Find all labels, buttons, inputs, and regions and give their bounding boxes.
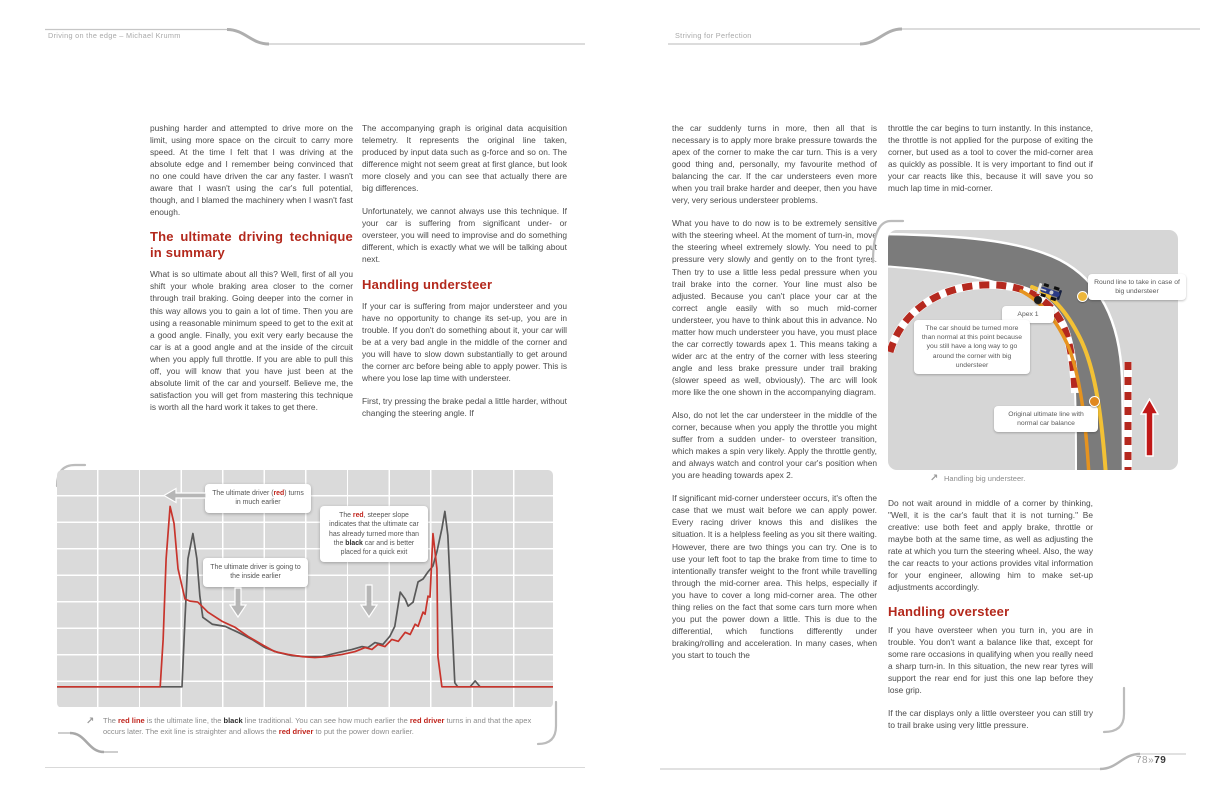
paragraph: What you have to do now is to be extremely sensitive with the steering wheel. At the moment of turn-in, move the steering wheel extremely slowly. You need to put pressure very slowly and gently on to the front tyres. Then try to use a little less pedal pressure when you trail brake into the corner. Your line must also be adjusted. Because you can't place your car at the correct angle easily with so much mid-corner understeer, you have to think about this in advance. No matter how much understeer you have, you must place the car correctly towards apex 1. This means taking a wider arc at the entry of the corner with less steering angle and less brake pressure under trail braking (slower speed as well, obviously). The arc will look more like the one shown in the accompanying diagram.	[672, 218, 877, 397]
understeer-corner-diagram	[888, 230, 1178, 470]
diagram-caption: Handling big understeer.	[944, 474, 1026, 483]
telemetry-chart	[57, 470, 553, 708]
caption-arrow-icon: ↗	[86, 716, 95, 727]
section-heading-ultimate-technique: The ultimate driving technique in summary	[150, 229, 353, 260]
page-number-separator: »	[1148, 755, 1155, 766]
paragraph: The accompanying graph is original data acquisition telemetry. It represents the original line taken, produced by input data such as g-force and so on. The difference might not seem great at first glance, but look more closely and you can see that actually there are big differences.	[362, 123, 567, 194]
paragraph: the car suddenly turns in more, then all that is necessary is to apply more brake pressure towards the apex of the corner to make the car turn. This is a very good thing and, personally, my favourite method of balancing the car. If the car understeers even more when you trail brake harder and deeper, then you have very, very serious understeer problems.	[672, 123, 877, 206]
paragraph: If you have oversteer when you turn in, you are in trouble. You don't want a balance like that, except for some rare occasions in qualifying when you really need a sharp turn-in. In this situation, the new rear tyres will support the rear end for just this one lap before they lose grip.	[888, 624, 1093, 696]
paragraph: Also, do not let the car understeer in the middle of the corner, because when you apply the throttle you might suffer from a sudden under- to oversteer transition, which makes a spin very likely. Apply the throttle gently, and always watch and control your car's position when you are heading towards apex 2.	[672, 410, 877, 481]
paragraph: Do not wait around in middle of a corner by thinking, "Well, it is the car's fault that it is not turning." Be creative: use both feet and apply brake, throttle or maybe both at the same time, as well as adjusting the rate at which you turn the steering wheel. Also, the way the car reacts to your actions provides vital information for your engineer, allowing him to make set-up adjustments accordingly.	[888, 498, 1093, 593]
chart-caption: The red line is the ultimate line, the black line traditional. You can see how much earlier the red driver turns in and that the apex occurs later. The exit line is straighter and allows the red driver to put the power down earlier.	[103, 716, 532, 736]
right-page-header: Striving for Perfection	[675, 31, 752, 40]
yellow-dot-marker	[1077, 291, 1088, 302]
right-column-2-top	[888, 122, 1093, 205]
right-column-1	[672, 122, 877, 672]
paragraph: If the car displays only a little oversteer you can still try to trail brake using very little pressure.	[888, 708, 1093, 731]
section-heading-handling-understeer: Handling understeer	[362, 276, 493, 292]
diagram-label-round-line: Round line to take in case of big understeer	[1088, 274, 1186, 300]
chart-annotation-steeper-slope: The red, steeper slope indicates that the ultimate car has already turned more than the black car and is better placed for a quick exit	[320, 506, 428, 562]
diagram-label-car-turned: The car should be turned more than normal at this point because you still have a long way to go around the corner with big understeer	[914, 320, 1030, 374]
orange-dot-marker	[1089, 396, 1100, 407]
paragraph: If your car is suffering from major understeer and you have no opportunity to change its set-up, you are in trouble. If you don't do something about it, your car will be at a very bad angle in the middle of the corner and you will have to slow down substantially to get around the corner arc before being able to apply power. This is where you lose lap time with understeer.	[362, 301, 567, 384]
page-number-left: 78	[1136, 755, 1149, 766]
page-number-right: 79	[1154, 755, 1167, 766]
chart-annotation-inside-earlier: The ultimate driver is going to the inside earlier	[203, 558, 308, 587]
left-page-header: Driving on the edge – Michael Krumm	[48, 31, 181, 40]
diagram-label-apex-1: Apex 1	[1002, 306, 1054, 323]
paragraph: If significant mid-corner understeer occurs, it's often the case that we must wait before we can apply power. Every racing driver knows this and dislikes the situation. It is a helpless feeling as you sit there waiting. However, there are two things you can try. One is to use your left foot to tap the brake from time to time to intentionally transfer weight to the front while travelling through the mid-corner area. This helps, especially if you have to cover a long mid-corner area. The other thing relies on the fact that some cars turn more when you put the power down a little. This is due to the differential, which functions differently under braking/rolling and acceleration. In many cases, when you start to touch the	[672, 493, 877, 660]
right-footer-rule	[660, 750, 1188, 772]
diagram-label-original-line: Original ultimate line with normal car balance	[994, 406, 1098, 432]
paragraph: pushing harder and attempted to drive more on the limit, using more space on the circuit to carry more speed. At the time I felt that I was driving at the absolute edge and I remember being convinced that no one could have driven the car any faster. I wasn't aware that I wasn't using the car's full potential, though, and I blamed the machinery when I wasn't fast enough.	[150, 123, 353, 218]
paragraph: throttle the car begins to turn instantly. In this instance, the throttle is not applied for the purpose of exiting the corner, but used as a tool to cover the mid-corner area as quickly as possible. It is very important to find out if your car reacts like this, because it will save you so much lap time in mid-corner.	[888, 123, 1093, 194]
right-column-2-bottom	[888, 497, 1093, 742]
caption-arrow-icon: ↗	[930, 473, 939, 484]
diagram-bracket-bottom-right	[1102, 686, 1130, 738]
left-footer-rule	[45, 767, 585, 768]
paragraph: What is so ultimate about all this? Well, first of all you shift your whole braking area closer to the corner through trail braking. Going deeper into the corner in this way allows you to gain a lot of time. Then you are using a reasonable minimum speed to get to the exit at a good angle. Finally, you exit very early because the car is at a good angle and at the inside of the circuit when you apply full throttle. If you are able to pull this off, you will know that you have just been at the absolute limit of the car and yourself. Believe me, the satisfaction you will get from mastering this technique is worth all the hard work it takes to get there.	[150, 269, 353, 412]
chart-line-traditional	[57, 511, 553, 686]
paragraph: First, try pressing the brake pedal a little harder, without changing the steering angle. If	[362, 396, 567, 419]
left-column-1	[150, 122, 353, 424]
page-numbers	[1136, 755, 1166, 766]
paragraph: Unfortunately, we cannot always use this technique. If your car is suffering from significant under- or oversteer, you will need to improvise and do something different, which is exactly what we will be talking about next.	[362, 206, 567, 265]
left-column-2	[362, 122, 567, 430]
chart-line-ultimate	[57, 506, 553, 686]
chart-annotation-turns-in-earlier: The ultimate driver (red) turns in much earlier	[205, 484, 311, 513]
section-heading-handling-oversteer: Handling oversteer	[888, 604, 1010, 620]
black-dot-marker	[1034, 296, 1042, 304]
